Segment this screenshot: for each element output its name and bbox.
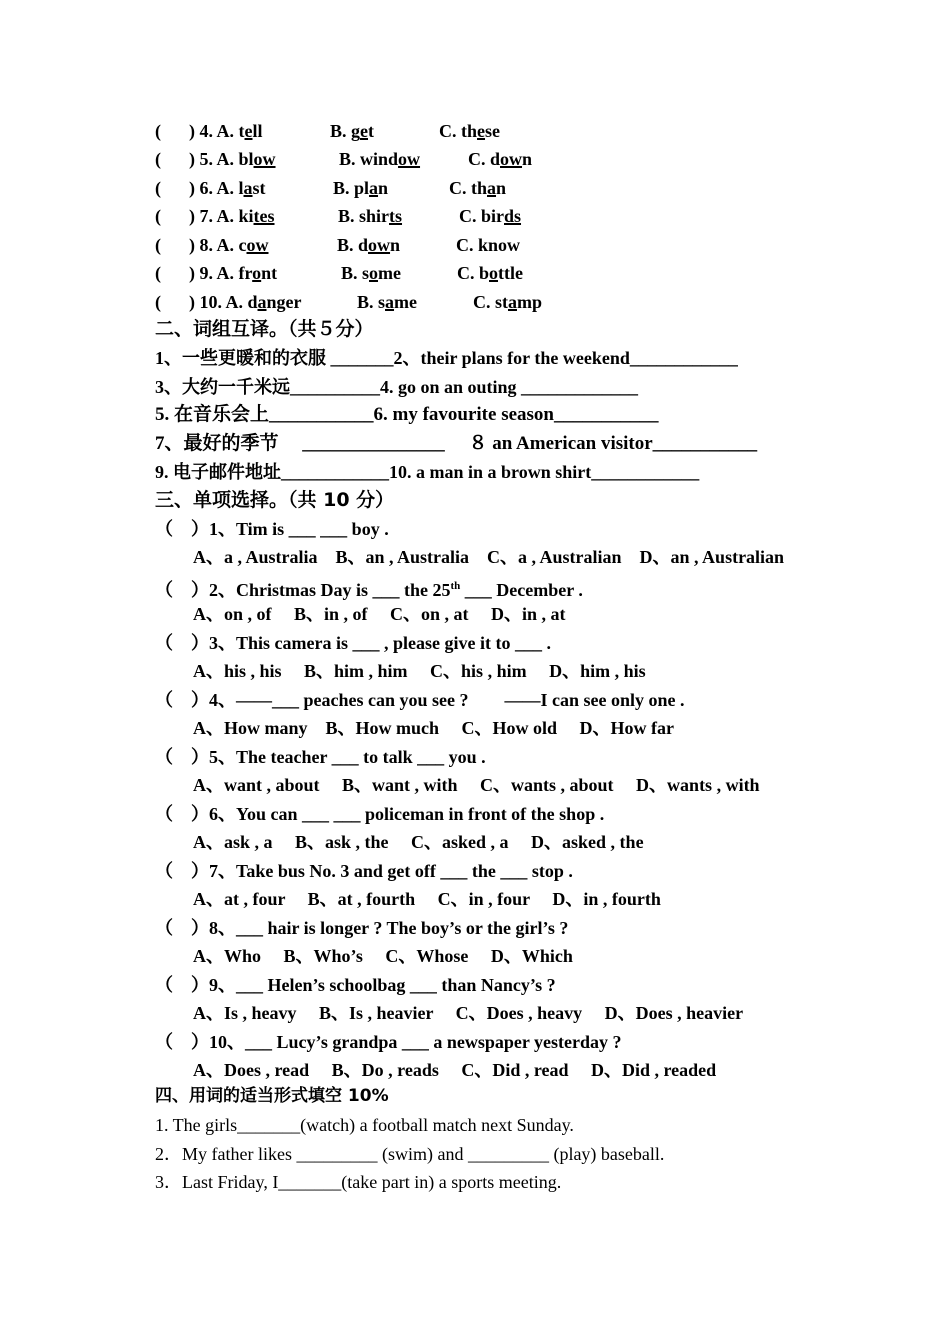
option-c-text: C. know bbox=[456, 235, 521, 255]
option-c bbox=[439, 120, 500, 142]
choice-question bbox=[155, 632, 551, 654]
fill-in-item: 1. The girls_______(watch) a football match next Sunday. bbox=[155, 1115, 574, 1135]
option-c-text: C. st bbox=[473, 292, 508, 312]
question-text: （ ）4、——___ peaches can you see ? ——I can see only one . bbox=[155, 690, 685, 710]
underlined-letters: o bbox=[369, 263, 379, 283]
option-a-rest: st bbox=[252, 178, 266, 198]
underlined-letters: tes bbox=[253, 206, 275, 226]
option-c-rest: n bbox=[522, 149, 533, 169]
underlined-letters: ds bbox=[504, 206, 522, 226]
option-a bbox=[189, 148, 276, 170]
answer-bracket[interactable]: ( bbox=[155, 292, 161, 312]
option-b-text: B. d bbox=[337, 235, 369, 255]
translation-item: 5. 在音乐会上___________6. my favourite season___________ bbox=[155, 404, 659, 425]
answer-bracket[interactable]: ( bbox=[155, 206, 161, 226]
question-text: （ ）10、___ Lucy’s grandpa ___ a newspaper yesterday ? bbox=[155, 1032, 622, 1052]
option-a bbox=[189, 234, 269, 256]
option-a-text: ) 9. A. fr bbox=[189, 263, 253, 283]
translation-item: 3、大约一千米远__________4. go on an outing _____________ bbox=[155, 377, 639, 397]
translation-item: 1、一些更暖和的衣服 _______2、their plans for the weekend____________ bbox=[155, 348, 738, 368]
option-c bbox=[468, 148, 532, 170]
option-c bbox=[457, 262, 523, 284]
question-text: （ ）3、This camera is ___ , please give it to ___ . bbox=[155, 633, 551, 653]
answer-options: A、want , about B、want , with C、wants , about D、wants , with bbox=[193, 775, 760, 795]
underlined-letters: a bbox=[508, 292, 517, 312]
answer-options: A、a , Australia B、an , Australia C、a , Australian D、an , Australian bbox=[193, 547, 785, 567]
option-b bbox=[330, 120, 374, 142]
choice-question bbox=[155, 803, 604, 825]
option-b-rest: t bbox=[368, 121, 375, 141]
question-text: （ ）8、___ hair is longer ? The boy’s or the girl’s ? bbox=[155, 918, 569, 938]
option-b bbox=[357, 291, 417, 313]
underlined-letters: e bbox=[477, 121, 486, 141]
option-c-rest: ttle bbox=[498, 263, 523, 283]
answer-bracket[interactable]: ( bbox=[155, 235, 161, 255]
answer-bracket[interactable]: ( bbox=[155, 149, 161, 169]
option-a bbox=[189, 177, 266, 199]
section-3-title: 三、单项选择。（共 10 分） bbox=[155, 489, 395, 511]
option-a-rest: nger bbox=[266, 292, 302, 312]
option-c-text: C. b bbox=[457, 263, 490, 283]
question-text: （ ）6、You can ___ ___ policeman in front of the shop . bbox=[155, 804, 605, 824]
answer-options: A、ask , a B、ask , the C、asked , a D、asked , the bbox=[193, 832, 644, 852]
underlined-letters: ow bbox=[368, 235, 391, 255]
option-a-text: ) 10. A. d bbox=[189, 292, 258, 312]
underlined-letters: a bbox=[385, 292, 395, 312]
underlined-letters: a bbox=[243, 178, 253, 198]
option-b-rest: n bbox=[390, 235, 401, 255]
ordinal-suffix: th bbox=[450, 580, 461, 592]
option-b bbox=[341, 262, 401, 284]
option-c bbox=[473, 291, 542, 313]
answer-options: A、How many B、How much C、How old D、How far bbox=[193, 718, 675, 738]
option-b-text: B. pl bbox=[333, 178, 370, 198]
option-b bbox=[333, 177, 388, 199]
underlined-letters: e bbox=[244, 121, 253, 141]
underlined-letters: o bbox=[252, 263, 262, 283]
answer-options: A、Does , read B、Do , reads C、Did , read D、Did , readed bbox=[193, 1060, 717, 1080]
question-text: （ ）5、The teacher ___ to talk ___ you . bbox=[155, 747, 486, 767]
underlined-letters: ow bbox=[398, 149, 421, 169]
option-a-rest: ll bbox=[252, 121, 263, 141]
underlined-letters: ow bbox=[246, 235, 269, 255]
option-a-text: ) 6. A. l bbox=[189, 178, 244, 198]
choice-question bbox=[155, 917, 568, 939]
choice-question bbox=[155, 974, 556, 996]
option-a-text: ) 5. A. bl bbox=[189, 149, 254, 169]
option-a bbox=[189, 205, 275, 227]
option-b-rest: n bbox=[378, 178, 389, 198]
underlined-letters: a bbox=[257, 292, 267, 312]
answer-bracket[interactable]: ( bbox=[155, 121, 161, 141]
option-b bbox=[339, 148, 420, 170]
question-text: （ ）7、Take bus No. 3 and get off ___ the ___ stop . bbox=[155, 861, 573, 881]
choice-question bbox=[155, 746, 486, 768]
option-c bbox=[449, 177, 506, 199]
option-b-text: B. shir bbox=[338, 206, 390, 226]
choice-question bbox=[155, 518, 389, 540]
choice-question bbox=[155, 689, 685, 711]
answer-bracket[interactable]: ( bbox=[155, 178, 161, 198]
underlined-letters: a bbox=[487, 178, 497, 198]
option-b-rest: me bbox=[394, 292, 417, 312]
option-c-rest: mp bbox=[517, 292, 543, 312]
option-b-rest: me bbox=[378, 263, 401, 283]
option-c bbox=[459, 205, 521, 227]
option-a-text: ) 4. A. t bbox=[189, 121, 245, 141]
option-b-text: B. wind bbox=[339, 149, 399, 169]
option-c bbox=[456, 234, 520, 256]
answer-options: A、at , four B、at , fourth C、in , four D、in , fourth bbox=[193, 889, 661, 909]
option-a-rest: nt bbox=[261, 263, 278, 283]
answer-options: A、on , of B、in , of C、on , at D、in , at bbox=[193, 604, 566, 624]
option-b bbox=[337, 234, 400, 256]
option-a-text: ) 8. A. c bbox=[189, 235, 247, 255]
option-c-text: C. th bbox=[439, 121, 478, 141]
answer-options: A、his , his B、him , him C、his , him D、him , his bbox=[193, 661, 646, 681]
answer-bracket[interactable]: ( bbox=[155, 263, 161, 283]
option-c-rest: se bbox=[485, 121, 501, 141]
underlined-letters: o bbox=[489, 263, 499, 283]
option-a bbox=[189, 262, 277, 284]
underlined-letters: a bbox=[369, 178, 379, 198]
answer-options: A、Who B、Who’s C、Whose D、Which bbox=[193, 946, 573, 966]
underlined-letters: e bbox=[360, 121, 369, 141]
option-b-text: B. s bbox=[357, 292, 386, 312]
question-text: （ ）2、Christmas Day is ___ the 25 bbox=[155, 580, 451, 600]
underlined-letters: ow bbox=[500, 149, 523, 169]
translation-item: 7、最好的季节 _______________ ８ an American visitor___________ bbox=[155, 433, 758, 454]
question-text-rest: ___ December . bbox=[460, 580, 583, 600]
option-b bbox=[338, 205, 402, 227]
answer-options: A、Is , heavy B、Is , heavier C、Does , heavy D、Does , heavier bbox=[193, 1003, 744, 1023]
translation-item: 9. 电子邮件地址____________10. a man in a brown shirt____________ bbox=[155, 462, 700, 482]
underlined-letters: ow bbox=[253, 149, 276, 169]
fill-in-item: 3．Last Friday, I_______(take part in) a sports meeting. bbox=[155, 1172, 562, 1192]
fill-in-item: 2．My father likes _________ (swim) and _________ (play) baseball. bbox=[155, 1144, 665, 1164]
question-text: （ ）9、___ Helen’s schoolbag ___ than Nancy’s ? bbox=[155, 975, 556, 995]
section-2-title: 二、词组互译。（共５分） bbox=[155, 318, 374, 340]
option-c-text: C. d bbox=[468, 149, 501, 169]
underlined-letters: ts bbox=[389, 206, 403, 226]
option-a-text: ) 7. A. ki bbox=[189, 206, 254, 226]
option-c-rest: n bbox=[496, 178, 507, 198]
choice-question bbox=[155, 1031, 622, 1053]
option-a bbox=[189, 120, 263, 142]
choice-question bbox=[155, 860, 573, 882]
choice-question bbox=[155, 575, 583, 601]
option-c-text: C. bir bbox=[459, 206, 504, 226]
option-b-text: B. s bbox=[341, 263, 370, 283]
option-b-text: B. g bbox=[330, 121, 361, 141]
option-c-text: C. th bbox=[449, 178, 488, 198]
option-a bbox=[189, 291, 302, 313]
question-text: （ ）1、Tim is ___ ___ boy . bbox=[155, 519, 389, 539]
section-4-title: 四、用词的适当形式填空 10% bbox=[155, 1086, 389, 1106]
